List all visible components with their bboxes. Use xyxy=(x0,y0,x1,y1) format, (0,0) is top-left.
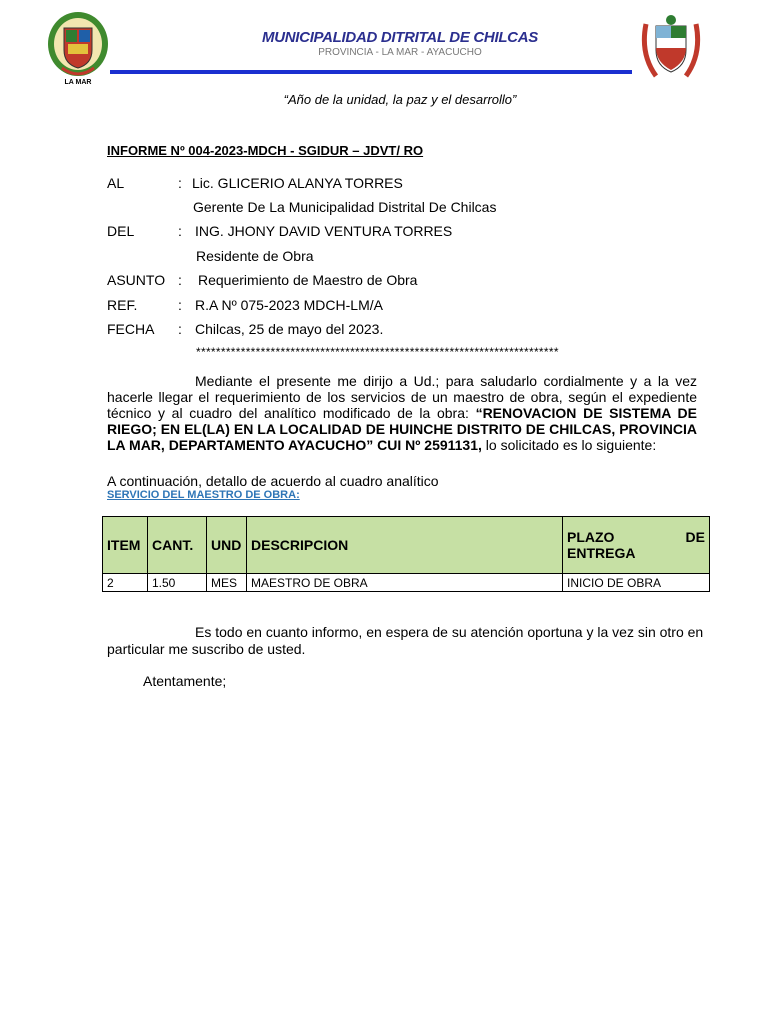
col-plazo-a: PLAZO xyxy=(567,529,615,545)
continuation-text: A continuación, detallo de acuerdo al cuadro analítico xyxy=(107,473,439,489)
field-colon: : xyxy=(178,272,182,288)
field-del-value2: Residente de Obra xyxy=(196,248,314,264)
field-ref-label: REF. xyxy=(107,297,138,313)
separator-stars: ************************************************************************* xyxy=(196,345,559,359)
body-paragraph xyxy=(107,373,697,453)
municipality-subtitle: PROVINCIA - LA MAR - AYACUCHO xyxy=(318,47,482,58)
year-motto: “Año de la unidad, la paz y el desarrollo” xyxy=(283,92,517,107)
col-plazo-c: ENTREGA xyxy=(567,545,636,561)
body-paragraph-end: lo solicitado es lo siguiente: xyxy=(481,437,657,453)
cell-plazo: INICIO DE OBRA xyxy=(563,574,710,592)
municipality-title: MUNICIPALIDAD DITRITAL DE CHILCAS xyxy=(262,29,538,46)
cell-descripcion: MAESTRO DE OBRA xyxy=(247,574,563,592)
field-colon: : xyxy=(178,223,182,239)
header-rule xyxy=(110,70,632,74)
field-del-label: DEL xyxy=(107,223,135,239)
body-paragraph-start: Mediante el presente me dirijo a Ud.; para saludarlo cordialmente y a la vez hacerle llegar el requerimiento de los servicios de un maestro de obra, según el expediente técnico y al cuadro del analítico modificado de la obra: xyxy=(107,373,697,421)
col-descripcion: DESCRIPCION xyxy=(247,517,563,574)
service-heading: SERVICIO DEL MAESTRO DE OBRA: xyxy=(107,489,300,501)
col-cant: CANT. xyxy=(148,517,207,574)
cell-item: 2 xyxy=(103,574,148,592)
closing-text: Es todo en cuanto informo, en espera de su atención oportuna y la vez sin otro en particular me suscribo de usted. xyxy=(107,624,704,657)
field-al xyxy=(107,175,403,191)
field-colon: : xyxy=(178,297,182,313)
sign-off: Atentamente; xyxy=(143,673,227,689)
informe-number: INFORME Nº 004-2023-MDCH - SGIDUR – JDVT/ RO xyxy=(107,143,424,158)
field-asunto-value: Requerimiento de Maestro de Obra xyxy=(198,272,418,288)
table-header-row xyxy=(103,517,710,574)
field-ref xyxy=(107,297,383,313)
col-und: UND xyxy=(207,517,247,574)
field-asunto xyxy=(107,272,417,288)
col-item: ITEM xyxy=(103,517,148,574)
col-plazo xyxy=(563,517,710,574)
project-name: “RENOVACION DE SISTEMA DE RIEGO; EN EL(LA) EN LA LOCALIDAD DE HUINCHE DISTRITO DE CHILCAS, PROVINCIA LA MAR, DEPARTAMENTO AYACUCHO” CUI Nº 2591131, xyxy=(107,405,697,453)
field-del xyxy=(107,223,452,239)
svg-text:LA MAR: LA MAR xyxy=(64,79,92,86)
field-al-label: AL xyxy=(107,175,125,191)
field-fecha xyxy=(107,321,383,337)
requirements-table xyxy=(102,516,710,592)
field-al-value2: Gerente De La Municipalidad Distrital De Chilcas xyxy=(193,199,497,215)
field-asunto-label: ASUNTO xyxy=(107,272,166,288)
table-row xyxy=(103,574,710,592)
field-ref-value: R.A Nº 075-2023 MDCH-LM/A xyxy=(195,297,383,313)
field-fecha-label: FECHA xyxy=(107,321,155,337)
field-al-value: Lic. GLICERIO ALANYA TORRES xyxy=(192,175,403,191)
col-plazo-b: DE xyxy=(685,529,705,545)
cell-und: MES xyxy=(207,574,247,592)
field-fecha-value: Chilcas, 25 de mayo del 2023. xyxy=(195,321,384,337)
closing-paragraph xyxy=(107,624,707,658)
field-del-value: ING. JHONY DAVID VENTURA TORRES xyxy=(195,223,453,239)
field-colon: : xyxy=(178,321,182,337)
national-coat-of-arms-logo xyxy=(640,14,702,84)
field-colon: : xyxy=(178,175,182,191)
cell-cant: 1.50 xyxy=(148,574,207,592)
